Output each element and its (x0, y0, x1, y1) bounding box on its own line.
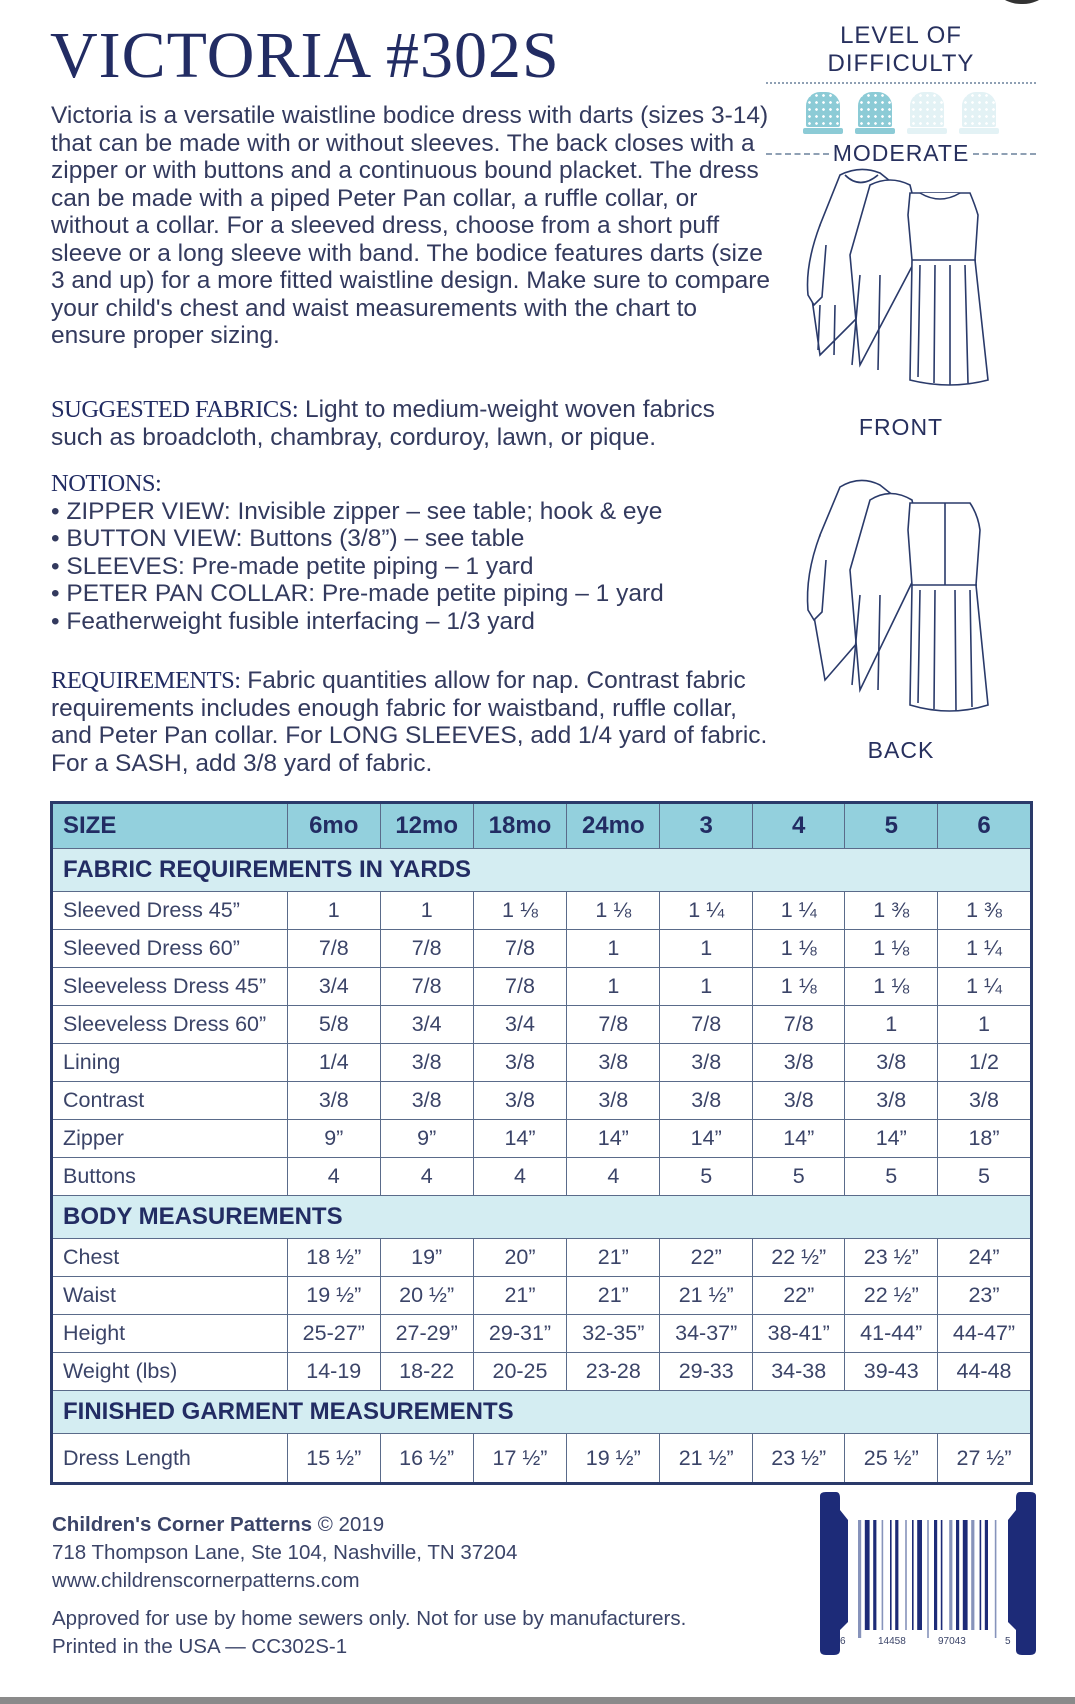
table-cell: 20 ½” (380, 1277, 473, 1315)
barcode-bar (912, 1520, 914, 1630)
table-cell: 3/8 (380, 1044, 473, 1082)
difficulty-label: LEVEL OF DIFFICULTY (827, 22, 975, 77)
table-cell: 4 (567, 1158, 660, 1196)
table-cell: 4 (380, 1158, 473, 1196)
barcode-bar (971, 1520, 974, 1630)
barcode-bar (917, 1520, 922, 1630)
camera-notch (987, 0, 1057, 4)
table-cell: 1 (567, 968, 660, 1006)
barcode-bar (927, 1520, 929, 1638)
table-cell: 1 (380, 892, 473, 930)
table-row (52, 930, 1032, 968)
table-cell: 3/8 (752, 1082, 845, 1120)
barcode-bar (865, 1520, 870, 1630)
size-header-row (52, 803, 1032, 849)
thimble-empty-icon (959, 92, 999, 134)
website-link[interactable]: www.childrenscornerpatterns.com (52, 1569, 360, 1592)
table-cell: 9” (380, 1120, 473, 1158)
table-cell: 4 (288, 1158, 381, 1196)
table-row (52, 1277, 1032, 1315)
fabrics-label: SUGGESTED FABRICS: (51, 396, 299, 423)
table-cell: 20” (473, 1239, 566, 1277)
table-cell: 20-25 (473, 1353, 566, 1391)
table-cell: 18” (938, 1120, 1032, 1158)
barcode-bar (949, 1520, 952, 1630)
section-row (52, 1196, 1032, 1239)
barcode-bar (963, 1520, 968, 1630)
table-cell: 1 ⅛ (473, 892, 566, 930)
thimble-filled-icon (855, 92, 895, 134)
table-row (52, 1006, 1032, 1044)
table-cell: 7/8 (380, 968, 473, 1006)
table-cell: 3/8 (845, 1082, 938, 1120)
table-cell: 4 (473, 1158, 566, 1196)
fabrics-text: Light to medium-weight woven fabrics such as broadcloth, chambray, corduroy, lawn, or pique. (51, 396, 715, 451)
difficulty-level: MODERATE (832, 140, 970, 166)
copyright: © 2019 (312, 1513, 385, 1536)
barcode-bar (882, 1520, 884, 1630)
company-name: Children's Corner Patterns (52, 1513, 313, 1536)
section-row (52, 849, 1032, 892)
table-cell: 5/8 (288, 1006, 381, 1044)
section-title: FINISHED GARMENT MEASUREMENTS (52, 1391, 1032, 1434)
table-cell: 3/4 (288, 968, 381, 1006)
table-cell: 32-35” (567, 1315, 660, 1353)
table-cell: 3/4 (473, 1006, 566, 1044)
table-cell: 1 ¼ (938, 968, 1032, 1006)
barcode-bar (890, 1520, 892, 1630)
table-cell: 23-28 (567, 1353, 660, 1391)
row-label: Contrast (52, 1082, 288, 1120)
notions-label: NOTIONS: (51, 470, 162, 497)
table-cell: 1 ⅛ (845, 968, 938, 1006)
size-column-header: 6 (938, 803, 1032, 849)
table-cell: 22 ½” (845, 1277, 938, 1315)
table-cell: 15 ½” (288, 1434, 381, 1484)
table-cell: 7/8 (380, 930, 473, 968)
table-cell: 38-41” (752, 1315, 845, 1353)
barcode-bar (980, 1520, 982, 1630)
notion-item: • SLEEVES: Pre-made petite piping – 1 yard (51, 552, 534, 580)
table-cell: 41-44” (845, 1315, 938, 1353)
table-cell: 3/8 (938, 1082, 1032, 1120)
table-cell: 7/8 (473, 968, 566, 1006)
size-column-header: 18mo (473, 803, 566, 849)
table-cell: 14-19 (288, 1353, 381, 1391)
table-cell: 21” (567, 1239, 660, 1277)
notion-item: • PETER PAN COLLAR: Pre-made petite piping – 1 yard (51, 580, 664, 607)
table-cell: 3/8 (380, 1082, 473, 1120)
address: 718 Thompson Lane, Ste 104, Nashville, TN 37204 (52, 1541, 518, 1564)
table-cell: 3/8 (473, 1082, 566, 1120)
page-title: VICTORIA #302S (50, 19, 560, 92)
barcode-bar (895, 1520, 898, 1630)
suggested-fabrics (51, 396, 771, 451)
barcode-bar (934, 1520, 937, 1630)
table-cell: 23” (938, 1277, 1032, 1315)
barcode-bar (858, 1520, 861, 1638)
approved-note: Approved for use by home sewers only. Not for use by manufacturers. (52, 1607, 687, 1630)
row-label: Dress Length (52, 1434, 288, 1484)
table-cell: 3/8 (660, 1044, 753, 1082)
table-cell: 5 (752, 1158, 845, 1196)
table-cell: 3/8 (473, 1044, 566, 1082)
divider (766, 82, 1036, 84)
row-label: Sleeved Dress 60” (52, 930, 288, 968)
difficulty-panel (766, 22, 1036, 167)
table-cell: 25-27” (288, 1315, 381, 1353)
table-cell: 14” (567, 1120, 660, 1158)
table-cell: 1 ¼ (752, 892, 845, 930)
table-cell: 1/4 (288, 1044, 381, 1082)
barcode-digit: 6 (840, 1636, 846, 1647)
table-cell: 19” (380, 1239, 473, 1277)
table-cell: 29-33 (660, 1353, 753, 1391)
table-cell: 14” (660, 1120, 753, 1158)
table-cell: 1 (660, 968, 753, 1006)
table-cell: 21” (473, 1277, 566, 1315)
row-label: Weight (lbs) (52, 1353, 288, 1391)
table-cell: 5 (938, 1158, 1032, 1196)
table-cell: 23 ½” (845, 1239, 938, 1277)
size-column-header: 5 (845, 803, 938, 849)
table-cell: 5 (660, 1158, 753, 1196)
table-cell: 1 (567, 930, 660, 968)
table-cell: 1 ¼ (938, 930, 1032, 968)
barcode-digits: 14458 (878, 1636, 906, 1647)
table-row (52, 892, 1032, 930)
table-cell: 25 ½” (845, 1434, 938, 1484)
table-cell: 22 ½” (752, 1239, 845, 1277)
notions (51, 470, 771, 635)
table-cell: 3/8 (660, 1082, 753, 1120)
table-row (52, 1434, 1032, 1484)
table-cell: 7/8 (567, 1006, 660, 1044)
table-cell: 1/2 (938, 1044, 1032, 1082)
section-title: FABRIC REQUIREMENTS IN YARDS (52, 849, 1032, 892)
notion-item: • Featherweight fusible interfacing – 1/3 yard (51, 607, 535, 635)
table-cell: 3/8 (567, 1044, 660, 1082)
table-cell: 9” (288, 1120, 381, 1158)
requirements (51, 667, 771, 777)
barcode-bar (905, 1520, 907, 1630)
table-cell: 3/8 (288, 1082, 381, 1120)
table-cell: 44-47” (938, 1315, 1032, 1353)
row-label: Chest (52, 1239, 288, 1277)
row-label: Height (52, 1315, 288, 1353)
table-cell: 1 (938, 1006, 1032, 1044)
table-cell: 21” (567, 1277, 660, 1315)
barcode-bar (873, 1520, 876, 1630)
table-row (52, 1239, 1032, 1277)
size-column-header: 3 (660, 803, 753, 849)
table-cell: 14” (845, 1120, 938, 1158)
bottom-bar (0, 1697, 1075, 1704)
section-title: BODY MEASUREMENTS (52, 1196, 1032, 1239)
table-cell: 39-43 (845, 1353, 938, 1391)
row-label: Waist (52, 1277, 288, 1315)
table-row (52, 1044, 1032, 1082)
thimble-filled-icon (803, 92, 843, 134)
table-cell: 1 (845, 1006, 938, 1044)
barcode-digits: 97043 (938, 1636, 966, 1647)
table-cell: 19 ½” (288, 1277, 381, 1315)
barcode-spool-icon (818, 1492, 1038, 1657)
table-cell: 1 ⅛ (845, 930, 938, 968)
table-cell: 24” (938, 1239, 1032, 1277)
table-cell: 16 ½” (380, 1434, 473, 1484)
table-cell: 3/8 (845, 1044, 938, 1082)
row-label: Sleeveless Dress 45” (52, 968, 288, 1006)
table-cell: 1 (660, 930, 753, 968)
table-cell: 1 ⅜ (845, 892, 938, 930)
table-cell: 1 (288, 892, 381, 930)
requirements-text: Fabric quantities allow for nap. Contrast fabric requirements includes enough fabric for waistband, ruffle collar, and Peter Pan collar. For LONG SLEEVES, add 1/4 yard of fabric. For a SASH, add 3/8 yard of fabric. (51, 667, 768, 777)
table-cell: 19 ½” (567, 1434, 660, 1484)
table-cell: 21 ½” (660, 1434, 753, 1484)
table-row (52, 1120, 1032, 1158)
table-cell: 27 ½” (938, 1434, 1032, 1484)
table-cell: 1 ⅛ (752, 930, 845, 968)
back-label: BACK (867, 737, 935, 763)
barcode-bar (941, 1520, 943, 1630)
table-cell: 1 ⅛ (752, 968, 845, 1006)
requirements-label: REQUIREMENTS: (51, 667, 241, 694)
notion-item: • BUTTON VIEW: Buttons (3/8”) – see table (51, 525, 525, 552)
front-label: FRONT (858, 414, 944, 440)
table-cell: 1 ⅛ (567, 892, 660, 930)
table-row (52, 968, 1032, 1006)
barcode-digit: 5 (1005, 1636, 1011, 1647)
table-cell: 34-37” (660, 1315, 753, 1353)
row-label: Sleeved Dress 45” (52, 892, 288, 930)
size-chart-table (50, 801, 1033, 1485)
table-cell: 14” (473, 1120, 566, 1158)
table-cell: 7/8 (288, 930, 381, 968)
description: Victoria is a versatile waistline bodice dress with darts (sizes 3-14) that can be made with or without sleeves. The back closes with a zipper or with buttons and a continuous bound placket. The dress can be made with a piped Peter Pan collar, a ruffle collar, or without a collar. For a sleeved dress, choose from a short puff sleeve or a long sleeve with band. The bodice features darts (size 3 and up) for a more fitted waistline design. Make sure to compare your child's chest and waist measurements with the chart to ensure proper sizing. (51, 102, 771, 349)
barcode-bar (956, 1520, 959, 1630)
table-cell: 7/8 (752, 1006, 845, 1044)
notion-item: • ZIPPER VIEW: Invisible zipper – see table; hook & eye (51, 497, 663, 525)
row-label: Lining (52, 1044, 288, 1082)
table-row (52, 1353, 1032, 1391)
table-cell: 5 (845, 1158, 938, 1196)
front-dress-illustration-icon (800, 165, 1000, 415)
section-row (52, 1391, 1032, 1434)
table-cell: 29-31” (473, 1315, 566, 1353)
back-dress-illustration-icon (800, 475, 1000, 735)
printed-note: Printed in the USA — CC302S-1 (52, 1635, 348, 1658)
table-cell: 3/8 (567, 1082, 660, 1120)
size-column-header: 6mo (288, 803, 381, 849)
size-label: SIZE (52, 803, 288, 849)
table-cell: 44-48 (938, 1353, 1032, 1391)
thimble-empty-icon (907, 92, 947, 134)
table-cell: 1 ¼ (660, 892, 753, 930)
table-cell: 14” (752, 1120, 845, 1158)
table-cell: 7/8 (660, 1006, 753, 1044)
table-cell: 21 ½” (660, 1277, 753, 1315)
row-label: Buttons (52, 1158, 288, 1196)
table-row (52, 1082, 1032, 1120)
row-label: Zipper (52, 1120, 288, 1158)
size-column-header: 4 (752, 803, 845, 849)
table-cell: 34-38 (752, 1353, 845, 1391)
table-cell: 23 ½” (752, 1434, 845, 1484)
difficulty-rating (766, 92, 1036, 134)
table-cell: 18-22 (380, 1353, 473, 1391)
table-cell: 3/4 (380, 1006, 473, 1044)
footer (52, 1511, 686, 1661)
table-cell: 22” (660, 1239, 753, 1277)
table-cell: 17 ½” (473, 1434, 566, 1484)
size-column-header: 12mo (380, 803, 473, 849)
table-row (52, 1158, 1032, 1196)
barcode-bar (985, 1520, 988, 1630)
table-cell: 27-29” (380, 1315, 473, 1353)
table-row (52, 1315, 1032, 1353)
barcode-bar (995, 1520, 997, 1638)
table-cell: 18 ½” (288, 1239, 381, 1277)
table-cell: 7/8 (473, 930, 566, 968)
row-label: Sleeveless Dress 60” (52, 1006, 288, 1044)
table-cell: 22” (752, 1277, 845, 1315)
table-cell: 3/8 (752, 1044, 845, 1082)
size-column-header: 24mo (567, 803, 660, 849)
table-cell: 1 ⅜ (938, 892, 1032, 930)
